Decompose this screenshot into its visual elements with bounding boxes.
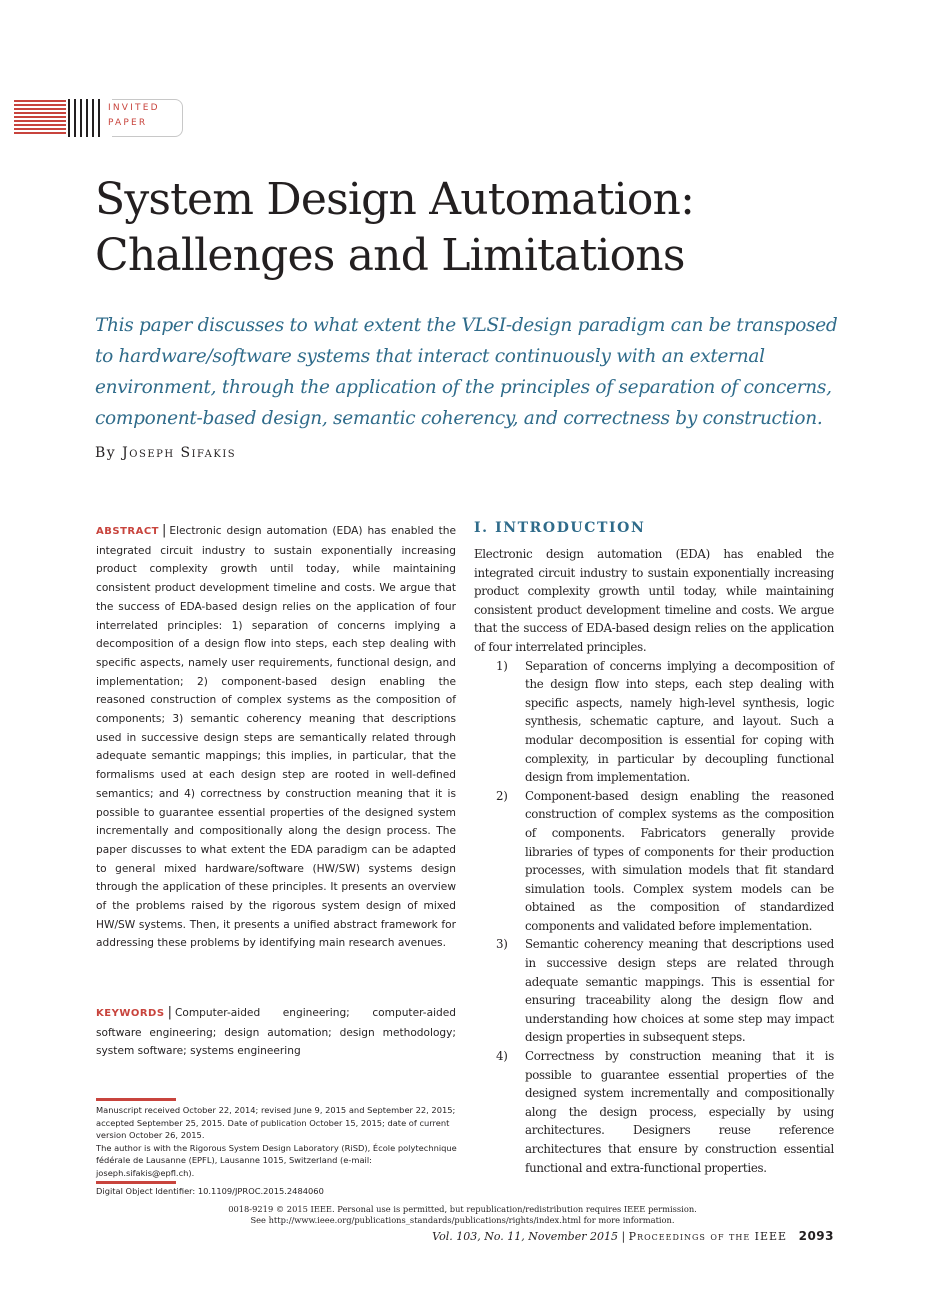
list-item-number: 4): [496, 1049, 508, 1064]
footer-separator: |: [621, 1230, 626, 1243]
title-line-1: System Design Automation:: [95, 174, 695, 225]
doi-rule: [96, 1181, 176, 1184]
copyright-line-2: See http://www.ieee.org/publications_standards/publications/rights/index.html for more information.: [250, 1215, 675, 1225]
list-item-text: Separation of concerns implying a decomposition of the design flow into steps, each step dealing with specific aspects, namely high-level synthesis, logic synthesis, schematic capture, and layout. Such a modular decomposition is essential for coping with complexity, in particular by decoupling functional design from implementation.: [525, 658, 834, 785]
paper-subtitle: This paper discusses to what extent the VLSI-design paradigm can be transposed to hardware/software systems that interact continuously with an external environment, through the application of the principles of separation of concerns, component-based design, semantic coherency, and correctness by construction.: [95, 315, 838, 429]
list-item: [474, 935, 834, 1047]
list-item-number: 1): [496, 658, 508, 673]
keywords-text: Computer-aided engineering; computer-aided software engineering; design automation; design methodology; system software; systems engineering: [96, 1007, 456, 1058]
abstract-label: ABSTRACT: [96, 526, 159, 537]
footnotes: [96, 1104, 461, 1180]
volume-info: Vol. 103, No. 11, November 2015: [432, 1230, 618, 1243]
introduction-body: [474, 545, 834, 1177]
copyright-notice: [0, 1204, 925, 1226]
badge-stripes-graphic: [14, 99, 66, 137]
list-item-number: 3): [496, 937, 508, 952]
page-footer: [432, 1229, 834, 1243]
list-item: [474, 1047, 834, 1177]
footnote-author-affiliation: The author is with the Rigorous System Design Laboratory (RiSD), École polytechnique fédérale de Lausanne (EPFL), Lausanne 1015, Switzerland (e-mail: joseph.sifakis@epfl.ch).: [96, 1142, 457, 1178]
badge-bars-graphic: [66, 99, 112, 137]
keywords-separator: |: [167, 1005, 172, 1020]
principles-list: [474, 657, 834, 1178]
introduction-paragraph: Electronic design automation (EDA) has enabled the integrated circuit industry to sustain exponentially increasing product complexity growth until today, while maintaining consistent product development timeline and costs. We argue that the success of EDA-based design relies on the application of four interrelated principles.: [474, 547, 834, 654]
abstract-block: [96, 522, 456, 953]
badge-line-paper: PAPER: [108, 118, 148, 128]
paper-title: [95, 172, 875, 284]
doi-text: Digital Object Identifier: 10.1109/JPROC.2015.2484060: [96, 1186, 324, 1196]
author-name: Joseph Sifakis: [122, 445, 237, 461]
list-item-number: 2): [496, 788, 508, 803]
list-item-text: Component-based design enabling the reasoned construction of complex systems as the composition of components. Fabricators generally provide libraries of types of components for their production processes, with simulation models that fit standard simulation tools. Complex system models can be obtained as the composition of standardized components and validated before implementation.: [525, 788, 834, 933]
list-item-text: Correctness by construction meaning that it is possible to guarantee essential properties of the designed system incrementally and compositionally along the design process, especially by using architectures. Designers reuse reference architectures that ensure by construction essential functional and extra-functional properties.: [525, 1049, 834, 1175]
keywords-label: KEYWORDS: [96, 1008, 165, 1019]
abstract-text: Electronic design automation (EDA) has enabled the integrated circuit industry to sustain exponentially increasing product complexity growth until today, while maintaining consistent product development timeline and costs. We argue that the success of EDA-based design relies on the application of four interrelated principles: 1) separation of concerns implying a decomposition of a design flow into steps, each step dealing with specific aspects, namely user requirements, functional design, and implementation; 2) component-based design enabling the reasoned construction of complex systems as the composition of components; 3) semantic coherency meaning that descriptions used in successive design steps are semantically related through adequate semantic mappings; this implies, in particular, that the formalisms used at each design step are rooted in well-defined semantics; and 4) correctness by construction meaning that it is possible to guarantee essential properties of the designed system incrementally and compositionally along the design process. The paper discusses to what extent the EDA paradigm can be adapted to general mixed hardware/software (HW/SW) systems design through the application of these principles. It presents an overview of the problems raised by the rigorous system design of mixed HW/SW systems. Then, it presents a unified abstract framework for addressing these problems by identifying main research avenues.: [96, 525, 456, 950]
journal-name: Proceedings of the IEEE: [628, 1230, 788, 1243]
copyright-line-1: 0018-9219 © 2015 IEEE. Personal use is permitted, but republication/redistribution requires IEEE permission.: [228, 1204, 697, 1214]
list-item: [474, 657, 834, 787]
abstract-separator: |: [161, 523, 167, 538]
footnote-rule: [96, 1098, 176, 1101]
badge-line-invited: INVITED: [108, 103, 160, 113]
byline: [95, 445, 236, 461]
section-heading-introduction: I. INTRODUCTION: [474, 520, 646, 536]
list-item-text: Semantic coherency meaning that descriptions used in successive design steps are related through adequate semantic mappings. This is essential for ensuring traceability along the design flow and understanding how choices at some step may impact design properties in subsequent steps.: [525, 937, 834, 1045]
keywords-block: [96, 1004, 456, 1061]
page-number: 2093: [798, 1229, 834, 1243]
list-item: [474, 787, 834, 936]
byline-prefix: By: [95, 445, 117, 461]
footnote-manuscript: Manuscript received October 22, 2014; revised June 9, 2015 and September 22, 2015; accepted September 25, 2015. Date of publication October 15, 2015; date of current version October 26, 2015.: [96, 1105, 456, 1141]
title-line-2: Challenges and Limitations: [95, 230, 685, 281]
